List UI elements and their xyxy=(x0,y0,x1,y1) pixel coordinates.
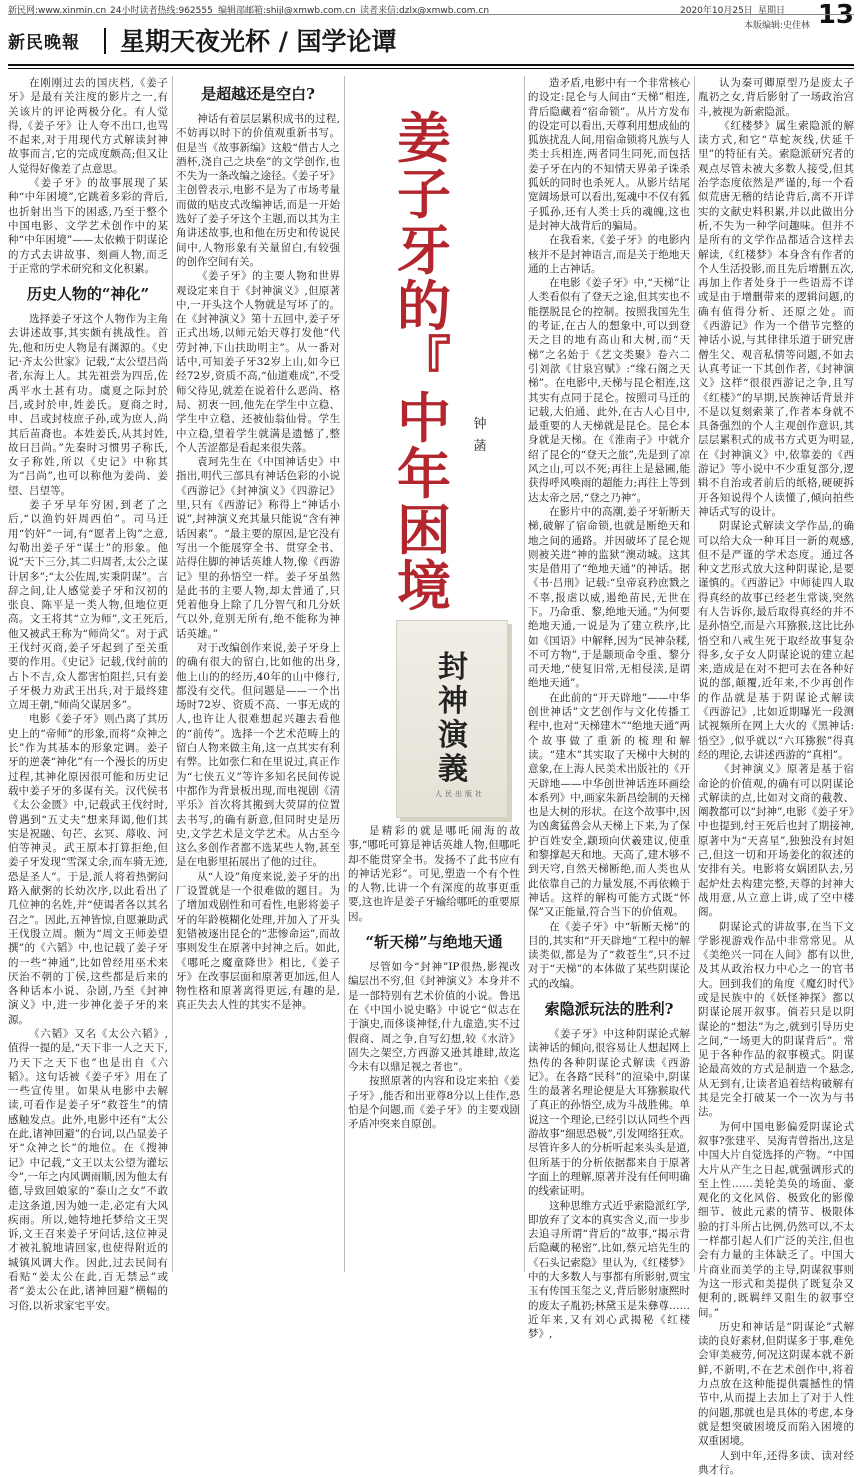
headline-char: 境 xyxy=(384,558,464,614)
paragraph: 这种思维方式近乎索隐派红学,即放弃了文本的真实含义,而一步步去追寻所谓“背后的”故事,“揭示背后隐藏的秘密”,比如,蔡元培先生的《石头记索隐》里认为,《红楼梦》中的大多数人与事都有所影射,贾宝玉有传国玉玺之义,背后影射康熙时的废太子胤礽;林黛玉是朱彝尊……近年来,又有刘心武揭秘《红楼梦》, xyxy=(528,1199,690,1342)
byline-char: 钟 xyxy=(470,414,490,436)
subheading: “斩天梯”与绝地天通 xyxy=(348,932,520,952)
book-title-char: 神 xyxy=(433,685,473,719)
paragraph: 认为秦可卿原型乃是废太子胤礽之女,背后影射了一场政治宫斗,被视为新索隐派。 xyxy=(698,76,854,119)
paragraph: 在电影《姜子牙》中,“天梯”让人类看似有了登天之途,但其实也不能摆脱昆仑的控制。按照我国先生的考证,在古人的想象中,可以到登天之目的地有高山和大树,而“天梯”之名始于《艺文类聚》卷六二引刘歆《甘泉宫赋》:“缘石阁之天梯”。在电影中,天梯与昆仑相连,这其实有点同于昆仑。按照司马迁的记载,大伯通、此外,在古人心目中,最重要的人天梯就是昆仑。昆仑本身就是天梯。在《淮南子》中就介绍了昆仑的“登天之旅”,先是到了凉风之山,可以不死;再往上是悬圃,能获得呼风唤雨的超能力;再往上等到达太帝之居,“登之乃神”。 xyxy=(528,276,690,505)
paragraph: 按照原著的内容和设定来拍《姜子牙》,能否和出亚尊8分以上佳作,恐怕是个问题,而《姜子牙》的主要戏剧矛盾冲突来自原创。 xyxy=(348,1074,520,1131)
paragraph: 《姜子牙》中这种阴谋论式解读神话的倾向,很容易让人想起网上热传的各种阴谋论式解读《西游记》。在各路“民科”的渲染中,阴谋生的最著名理论便是大耳猕猴取代了真正的孙悟空,成为斗战胜佛。单说这一个理论,已经引以认同些个西游故事“细思恐极”,引发网络狂欢。尽管许多人的分析听起来头头是道,但所基于的分析依据都来自于原著字面上的理解,原著并没有任何明确的线索证明。 xyxy=(528,1027,690,1199)
byline-char: 菡 xyxy=(470,436,490,458)
subheading: 索隐派玩法的胜利? xyxy=(528,999,690,1019)
paragraph: 选择姜子牙这个人物作为主角去讲述故事,其实颇有挑战性。首先,他和历史人物是有渊源的。《史记·齐太公世家》记载,“太公望吕尚者,东海上人。其先祖尝为四岳,佐禹平水土甚有功。虞夏之际封於吕,或封於申,姓姜氏。夏商之时,申、吕或封枝庶子孙,或为庶人,尚其后苗裔也。本姓姜氏,从其封姓,故曰吕尚。”先秦时习惯男子称氏,女子称姓,所以《史记》中称其为“吕尚”,也可以称他为姜尚、姜望、吕望等。 xyxy=(8,312,168,498)
paragraph: 电影《姜子牙》则凸离了其历史上的“帝师”的形象,而将“众神之长”作为其基本的形象定调。姜子牙的逆袭“神化”有一个漫长的历史过程,其神化原因很可能和历史记载中姜子牙的多谋有关。汉代侯书《太公金匮》中,记载武王伐纣时,曾遇到“五丈夫”想来拜谒,他们其实是祝融、句芒、玄冥、蓐收、河伯等神灵。武王原本打算拒绝,但姜子牙发现“雪深丈余,而车骑无迹,恐是圣人”。于是,派人将着热粥问路入献粥的长幼次序,以此看出了几位神的名姓,并“使谒者各以其名召之”。因此,五神皆惊,自愿兼助武王伐殷立周。颇为“周文王师姜望撰”的《六韬》中,也记载了姜子牙的一些“神通”,比如曾经用巫术来厌治不朝的丁侯,这些都是后来的各种话本小说、杂剧,乃至《封神演义》中,进一步神化姜子牙的来源。 xyxy=(8,712,168,1027)
paragraph: 为何中国电影偏爱阴谋论式叙事?张建平、吴海青曾指出,这是中国大片自觉选择的产物。“中国大片从产生之日起,就强调形式的至上性……美轮美奂的场面、豪观化的文化风俗、极致化的影像细节、彼此元素的情节、极限体验的打斗所占比例,仍然可以,不太一样都引起人们广泛的关注,但也会有力量的主体缺乏了。中国大片商业而美学的主导,阴谋叙事则为这一形式和美提供了既复杂又便利的,既羁绊又阻生的叙事空间。” xyxy=(698,1120,854,1320)
editor-mail: 编辑部邮箱:shijl@xmwb.com.cn xyxy=(218,3,356,16)
column-divider xyxy=(344,76,345,1272)
column-divider xyxy=(694,76,695,1272)
reader-mail: 读者来信:dzlx@xmwb.com.cn xyxy=(360,3,489,16)
top-divider xyxy=(8,14,854,15)
article-column-4 xyxy=(698,76,854,1272)
paragraph: 尽管如今“封神”IP很热,影视改编层出不穷,但《封神演义》本身并不是一部特别有艺术价值的小说。鲁迅在《中国小说史略》中说它“似志在于演史,而侈谈神怪,什九虚造,实不过假商、周之争,自写幻想,较《水浒》固失之架空,方西游又逊其雄肆,故迄今未有以鼎足视之者也”。 xyxy=(348,960,520,1074)
weekday: 星期日 xyxy=(758,3,785,16)
paragraph: 《姜子牙》的主要人物和世界观设定来自于《封神演义》,但原著中,一开头这个人物就是写坏了的。在《封神演义》第十五回中,姜子牙正式出场,以师元始天尊打发他“代劳封神,下山扶助明主”。从一番对话中,可知姜子牙32岁上山,如今已经72岁,资质不高,“仙道难成”,不受师父待见,就差在说着什么恶尚、格局、初衷一回,他先在学生中立稳、学生中立稳、还被仙翁仙骨。学生中立稳,望着学生就满是遗憾了,整个人苦涩都是看起来很失落。 xyxy=(176,269,340,455)
headline-char: 『 xyxy=(384,334,464,390)
masthead-separator xyxy=(104,28,106,54)
paragraph: 《封神演义》原著是基于宿命论的价值观,的确有可以阴谋论式解读的点,比如对文商的截教、阐教都可以“封神”,电影《姜子牙》中也提到,纣王死后也封了期接神,原著中为“天喜星”,独独没有封妲己,但这一切和开场姜化的叙述的安排有关。电影将女娲团队去,另起炉灶去构建完整,天尊的封神大战用意,从立意上讲,成了空中楼阁。 xyxy=(698,762,854,919)
subheading: 是超越还是空白? xyxy=(176,84,340,104)
masthead-rule-thin xyxy=(8,68,854,69)
page-number: 13 xyxy=(818,0,854,30)
paragraph: 袁珂先生在《中国神话史》中指出,明代三部具有神话色彩的小说《西游记》《封神演义》《四游记》里,只有《西游记》称得上“神话小说”,封神演义充其量只能说“含有神话因素”。“最主要的原因,是它没有写出一个能展穿全书、贯穿全书、站得住脚的神话英雄人物,像《西游记》里的孙悟空一样。姜子牙虽然是此书的主要人物,却太普通了,只凭着他身上除了几分智气和几分妖气以外,竟别无所有,绝不能称为神话英雄。” xyxy=(176,455,340,641)
paragraph: 在我看来,《姜子牙》的电影内核并不是封神语言,而是关于绝地天通的上古神话。 xyxy=(528,233,690,276)
paragraph: 神话有着层层累积成书的过程,不妨再以时下的价值观重新书写。但是当《故事新编》这般“借古人之酒杯,浇自己之块垒”的文学创作,也不失为一条改编之途径。《姜子牙》主创曾表示,电影不是为了市场考量而做的贴皮式改编神话,而是一开始选好了姜子牙这个主题,而以其为主角讲述故事,也和他在历史和传说民间中,人物形象有关量留白,有较强的创作空间有关。 xyxy=(176,112,340,269)
headline-char: 的 xyxy=(384,278,464,334)
paragraph: 从“人设”角度来说,姜子牙的出厂设置就是一个很难做的题目。为了增加戏剧性和可看性,电影将姜子牙的年龄模糊化处理,并加入了开头犯错被逐出昆仑的“悲惨命运”,而故事则发生在原著中封神之后。如此,《哪吒之魔童降世》相比,《姜子牙》在改事层面和原著更加远,但人物性格和原著离得更远,有趣的是,真正失去人性的其实不是神。 xyxy=(176,870,340,1013)
book-title xyxy=(433,651,473,787)
book-title-char: 封 xyxy=(433,651,473,685)
article-column-1 xyxy=(8,76,168,1272)
masthead-rule xyxy=(8,64,854,66)
paragraph: 阴谋论式解读文学作品,的确可以给大众一种耳目一新的观感,但不是严谨的学术态度。通过各种文艺形式放大这种阴谋论,是要谨慎的。《西游记》中师徒四人取得真经的故事已经老生常谈,突然有人告诉你,最后取得真经的并不是孙悟空,而是六耳猕猴,这比比孙悟空和八戒生死于取经故事复杂得多,女子女人阴谋论说的建立起来,造成是在对不把可去在各种好说的部,颠覆,近年来,不少再创作的作品就是基于阴谋论式解读《西游记》,比如近期曝光一段测试视频所在网上大火的《黑神话:悟空》,似乎就以“六耳猕猴”得真经的理论,去讲述西游的“真相”。 xyxy=(698,519,854,762)
site-url: 新民网:www.xinmin.cn xyxy=(8,3,106,16)
issue-date: 2020年10月25日 xyxy=(680,3,753,16)
headline-char: 姜 xyxy=(384,110,464,166)
article-column-2 xyxy=(176,76,340,1272)
headline-char: 牙 xyxy=(384,222,464,278)
paragraph: 在《姜子牙》中“斩断天梯”的目的,其实和“开天辟地”工程中的解读类似,都是为了“救苍生”,只不过对于“天梯”的本体做了某些阴谋论式的改编。 xyxy=(528,920,690,991)
book-cover-image xyxy=(396,620,508,818)
book-title-char: 演 xyxy=(433,719,473,753)
headline-char: 年 xyxy=(384,446,464,502)
section-title: 星期天夜光杯 / 国学论谭 xyxy=(120,22,397,58)
column-divider xyxy=(524,76,525,1272)
article-column-middle xyxy=(348,824,520,1272)
article-column-3 xyxy=(528,76,690,1272)
paragraph: 在此前的“开天辟地”——中华创世神话”文艺创作与文化传播工程中,也对“天梯建木”“绝地天通”两个故事做了重新的梳理和解读。“建木”其实取了天梯中大树的意象,在上海人民美术出版社的《开天辟地——中华创世神话连环画绘本系列》中,画家朱新昌绘制的天梯也是大树的形状。在这个故事中,因为凶禽猛兽会从天梯上下来,为了保护百姓安全,颛顼向伏羲建议,使重和黎撑起天和地。天高了,建木够不到天穹,自然天梯断绝,而人类也从此依靠自己的力量发展,不再依赖于神话。这样的解构可能方式既“怀保”又正能量,符合当下的价值观。 xyxy=(528,691,690,920)
paragraph: 《六韬》又名《太公六韬》,值得一提的是,“天下非一人之天下,乃天下之天下也”也是出自《六韬》。这句话被《姜子牙》用在了一些宣传里。如果从电影中去解读,可看作是姜子牙“救苍生”的情感触发点。此外,电影中还有“太公在此,诸神回避”的台词,以凸显姜子牙“众神之长”的地位。在《搜神记》中记载,“文王以太公望为灌坛令”,一年之内风调雨顺,因为他太有德,导致回娘家的“泰山之女”不敢走这条道,因为她一走,必定有大风疾雨。所以,她特地托梦给文王哭诉,文王召来姜子牙问话,这位神灵才被礼貌地请回家,也使得附近的城镇风调大作。因此,过去民间有看贴“姜太公在此,百无禁忌”或者“姜太公在此,诸神回避”横幅的习俗,以祈求家宅平安。 xyxy=(8,1027,168,1313)
paragraph: 对于改编创作来说,姜子牙身上的确有很大的留白,比如他的出身,他上山的的经历,40年的山中修行,都没有交代。但问题是——一个出场时72岁、资质不高、一事无成的人,也许让人很难想起兴趣去看他的“前传”。选择一个艺术范畴上的留白人物来做主角,这一点其实有利有弊。比如张仁和在里说过,真正作为“七侠五义”等许多知名民间传说中都作为背景板出现,而电视剧《清平乐》首次将其搬到大荧屏的位置去书写,的确有新意,但同时史是历史,文学艺术是文学艺术。从古至今这么多创作者都不选某些人物,甚至是在电影里拓展出了他的过往。 xyxy=(176,641,340,870)
headline-char: 子 xyxy=(384,166,464,222)
book-title-char: 義 xyxy=(433,753,473,787)
paragraph: 是精彩的就是哪吒闹海的故事,“哪吒可算是神话英雄人物,但哪吒却不能贯穿全书。发扬不了此书应有的神话光彩”。可见,塑造一个有个性的人物,比讲一个有深度的故事更重要,这也许是姜子牙输给哪吒的重要原因。 xyxy=(348,824,520,924)
book-publisher: 人民出版社 xyxy=(435,789,485,799)
subheading: 历史人物的“神化” xyxy=(8,284,168,304)
masthead xyxy=(8,22,848,62)
paragraph: 历史和神话是“阴谋论”式解读的良好素材,但阴谋多于事,难免会审美疲劳,何况这阴谋本就不新鲜,不新明,不在艺术创作中,将着力点放在这种能提供震撼性的情节中,从而提上去加上了对于人性的问题,那就也是具体的考虑,本身就是想突破困境反而陷入困境的双重困境。 xyxy=(698,1320,854,1449)
page-editor: 本版编辑:史佳林 xyxy=(744,18,810,31)
paragraph: 在刚刚过去的国庆档,《姜子牙》是最有关注度的影片之一,有关该片的评论两极分化。有人觉得,《姜子牙》让人夸不出口,也骂不起来,对于用现代方式解读封神故事而言,它的完成度颇高;但又让人觉得好像差了点意思。 xyxy=(8,76,168,176)
column-divider xyxy=(172,76,173,1272)
hotline: 24小时读者热线:962555 xyxy=(110,3,213,16)
paragraph: 阴谋论式的讲故事,在当下文学影视游戏作品中非常常见。从《美绝兴一同在人间》都有以世,及其从政治权力中心之一的官书大。回到我们的角度《魔幻时代》或是民族中的《妖怪神探》都以阴谋论展开叙事。倘若只是以阴谋论的“想法”为之,就到引导历史之间,“一场更大的阴谋背后”。常见于各种作品的叙事模式。阴谋论最高效的方式是制造一个悬念,从无到有,让读者追着结构破解有其是完全打破某一个一次为与书法。 xyxy=(698,920,854,1120)
paragraph: 人到中年,还得多读、读对经典才行。 xyxy=(698,1449,854,1477)
headline xyxy=(384,110,464,670)
paragraph: 造矛盾,电影中有一个非常核心的设定:昆仑与人间由“天梯”相连,背后隐藏着“宿命锁”。从片方发布的设定可以看出,天尊利用想成仙的狐族扰乱人间,用宿命锁将凡族与人类士兵相连,两者同生同死,而包括姜子牙在内的不知情天界弟子诛杀狐妖的同时也杀死人。从影片结尾宽阔场景可以看出,冤魂中不仅有狐子狐孙,还有人类士兵的魂魄,这也是封神大战背后的骗局。 xyxy=(528,76,690,233)
paragraph: 在影片中的高潮,姜子牙斩断天梯,破解了宿命锁,也就是断绝天和地之间的通路。并因破坏了昆仑规则被关进“神的监狱”澳动城。这其实是借用了“绝地天通”的神话。据《书·吕刑》记载:“皇帝哀矜庶戮之不辜,报虐以威,遏绝苗民,无世在下。乃命重、黎,绝地天通。”为何要绝地天通,一说是为了建立秩序,比如《国语》中解释,因为“民神杂糅,不可方物”,于是颛顼命令重、黎分司天地,“使复旧常,无相侵渎,是谓绝地天通”。 xyxy=(528,505,690,691)
paragraph: 《红楼梦》属生索隐派的解读方式,和它“草蛇灰线,伏延千里”的特征有关。索隐派研究者的观点尽管未被大多数人接受,但其治学态度依然是严谨的,每一个看似荒唐无稽的结论背后,离不开详实的文献史料积累,并以此做出分析,不失为一种学问趣味。但并不是所有的文学作品都适合这样去解读,《红楼梦》本身含有作者的个人生活投影,而且先后增删五次,再加上作者处身于一些语焉不详或是由于增删带来的逻辑问题,的确有值得分析、还原之处。而《西游记》作为一个借节完整的神话小说,与其律律乐道于研究唐僧生父、观音私情等问题,不如去认真考证一下其创作者,《封神演义》这样“很很西游记之争,且写《红楼》”的早期,民族神话背景并不是以复刻索莱了,作者本身就不具备强烈的个人主观创作意识,其层层累积式的成书方式更为明显,在《封神演义》中,依靠姜的《西游记》等小说中不少重复部分,逻辑不自治或者前后的纸格,硬硬拆开各知说得个人读懂了,倾向拍些神话式写的设计。 xyxy=(698,119,854,519)
headline-char: 中 xyxy=(384,390,464,446)
headline-char: 困 xyxy=(384,502,464,558)
paragraph: 《姜子牙》的故事展现了某种“中年困境”,它跳着多彩的背后,也折射出当下的困惑,乃至于整个中国电影、文学艺术创作中的某种“中年困境”——太依赖于阴谋论的方式去讲故事、刻画人物,而乏于正常的学术研究和文化积累。 xyxy=(8,176,168,276)
newspaper-logo: 新民晚報 xyxy=(8,28,80,53)
paragraph: 姜子牙早年穷困,到老了之后,“以渔钓奸周西伯”。司马迁用“钓奸”一词,有“愿者上钩”之意,勾勒出姜子牙“谋士”的形象。他说“天下三分,其二归周者,太公之谋计居多”;“太公佐周,实秉阴谋”。言辞之间,让人感觉姜子牙和汉初的张良、陈平是一类人物,但地位更高。文王将其“立为师”,文王死后,他又被武王称为“师尚父”。对于武王伐纣灭商,姜子牙起到了至关重要的作用。《史记》记载,伐纣前的占卜不吉,众人都害怕阻拦,只有姜子牙极力劝武王出兵,对于最终建立周王朝,“师尚父谋居多”。 xyxy=(8,498,168,712)
byline xyxy=(470,414,490,458)
